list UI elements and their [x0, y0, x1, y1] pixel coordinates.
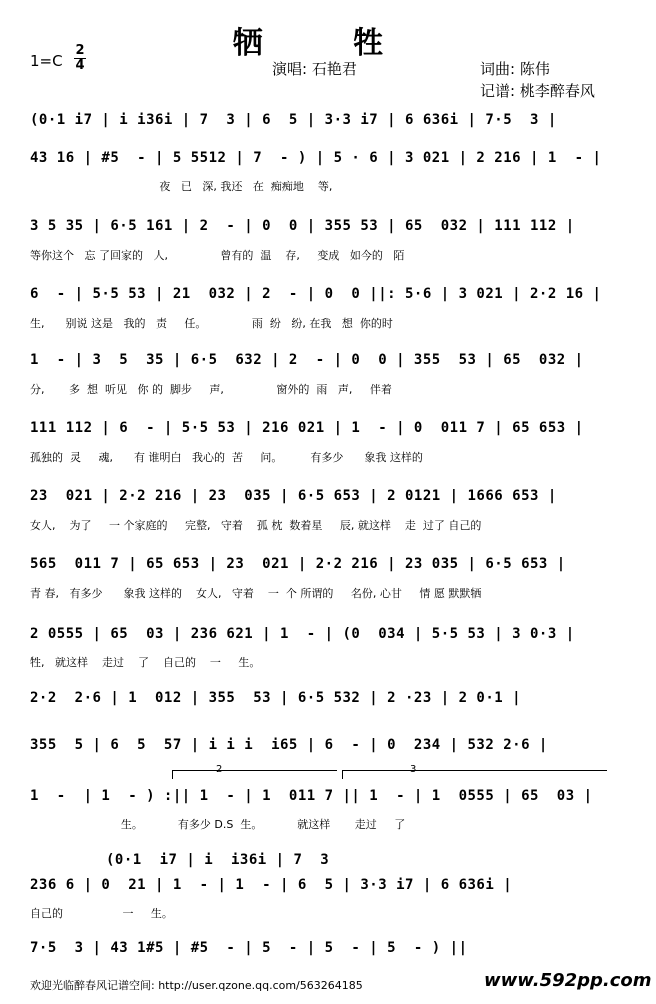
- lyrics-row: 牲, 就这样 走过 了 自己的 一 生。: [30, 656, 261, 669]
- pickup-row: (0·1 i7 | i i36i | 7 3: [106, 852, 330, 868]
- lyricist-credit: 词曲: 陈伟: [480, 60, 550, 78]
- transcriber-credit: 记谱: 桃李醉春风: [480, 82, 595, 100]
- lyrics-row: 女人, 为了 一 个家庭的 完整, 守着 孤 枕 数着星 辰, 就这样 走 过了 自己的: [30, 519, 482, 532]
- singer-credit: 演唱: 石艳君: [272, 60, 357, 78]
- song-title: 牺 牲: [232, 26, 424, 61]
- lyrics-row: 自己的 一 生。: [30, 907, 173, 920]
- notation-row: 7·5 3 | 43 1#5 | #5 - | 5 - | 5 - | 5 - ) ||: [30, 940, 468, 956]
- notation-row: 2 0555 | 65 03 | 236 621 | 1 - | (0 034 | 5·5 53 | 3 0·3 |: [30, 626, 575, 642]
- volta-label-2: 3: [410, 764, 417, 775]
- time-signature-bottom: 4: [75, 58, 85, 73]
- time-signature: [74, 44, 86, 73]
- lyrics-row: 等你这个 忘 了回家的 人, 曾有的 温 存, 变成 如今的 陌: [30, 249, 405, 262]
- notation-row: 3 5 35 | 6·5 161 | 2 - | 0 0 | 355 53 | 65 032 | 111 112 |: [30, 218, 575, 234]
- footer-text: 欢迎光临醉春风记谱空间: http://user.qzone.qq.com/563264185: [30, 979, 363, 992]
- notation-row: 2·2 2·6 | 1 012 | 355 53 | 6·5 532 | 2 ·23 | 2 0·1 |: [30, 690, 522, 706]
- notation-row: 111 112 | 6 - | 5·5 53 | 216 021 | 1 - | 0 011 7 | 65 653 |: [30, 420, 584, 436]
- notation-row: 23 021 | 2·2 216 | 23 035 | 6·5 653 | 2 0121 | 1666 653 |: [30, 488, 557, 504]
- notation-row: 1 - | 1 - ) :|| 1 - | 1 011 7 || 1 - | 1 0555 | 65 03 |: [30, 788, 593, 804]
- notation-row: 236 6 | 0 21 | 1 - | 1 - | 6 5 | 3·3 i7 | 6 636i |: [30, 877, 513, 893]
- volta-label-1: 2: [216, 764, 223, 775]
- notation-row: 6 - | 5·5 53 | 21 032 | 2 - | 0 0 ||: 5·6 | 3 021 | 2·2 16 |: [30, 286, 602, 302]
- lyrics-row: 夜 已 深, 我还 在 痴痴地 等,: [30, 180, 333, 193]
- volta-bracket-1: [172, 770, 337, 779]
- notation-row: 355 5 | 6 5 57 | i i i i65 | 6 - | 0 234 | 532 2·6 |: [30, 737, 548, 753]
- notation-row: (0·1 i7 | i i36i | 7 3 | 6 5 | 3·3 i7 | 6 636i | 7·5 3 |: [30, 112, 557, 128]
- volta-bracket-2: [342, 770, 607, 779]
- lyrics-row: 生。 有多少 D.S 生。 就这样 走过 了: [30, 818, 406, 831]
- lyrics-row: 孤独的 灵 魂, 有 谁明白 我心的 苦 问。 有多少 象我 这样的: [30, 451, 423, 464]
- notation-row: 1 - | 3 5 35 | 6·5 632 | 2 - | 0 0 | 355 53 | 65 032 |: [30, 352, 584, 368]
- lyrics-row: 生, 别说 这是 我的 责 任。 雨 纷 纷, 在我 想 你的时: [30, 317, 393, 330]
- site-watermark: www.592pp.com: [484, 970, 652, 991]
- lyrics-row: 分, 多 想 听见 你 的 脚步 声, 窗外的 雨 声, 伴着: [30, 383, 392, 396]
- notation-row: 43 16 | #5 - | 5 5512 | 7 - ) | 5 · 6 | 3 021 | 2 216 | 1 - |: [30, 150, 602, 166]
- notation-row: 565 011 7 | 65 653 | 23 021 | 2·2 216 | 23 035 | 6·5 653 |: [30, 556, 566, 572]
- key-signature: 1=C: [30, 52, 63, 70]
- lyrics-row: 青 春, 有多少 象我 这样的 女人, 守着 一 个 所谓的 名份, 心甘 情 愿 默默牺: [30, 587, 482, 600]
- time-signature-top: 2: [75, 43, 85, 58]
